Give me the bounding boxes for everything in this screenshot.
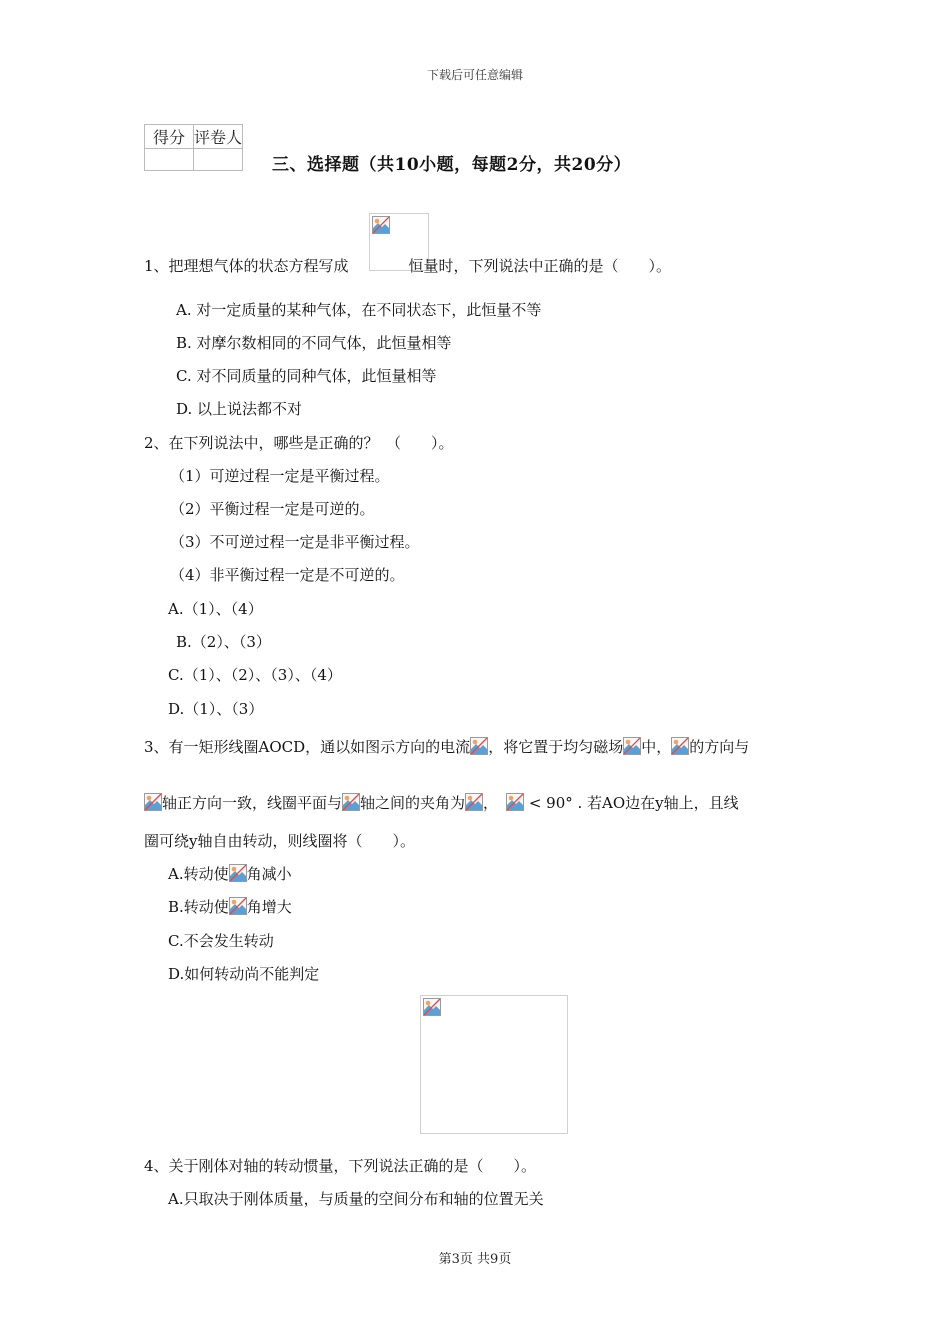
q2-stem: 2、在下列说法中，哪些是正确的？ （ ）。 xyxy=(144,434,454,452)
broken-image-icon xyxy=(623,737,641,755)
broken-image-icon xyxy=(465,793,483,811)
q3-line2-a: 轴正方向一致，线圈平面与 xyxy=(162,794,343,812)
q3-option-a-after: 角减小 xyxy=(246,865,292,883)
score-label: 得分 xyxy=(145,125,194,149)
q1-option-b: B. 对摩尔数相同的不同气体，此恒量相等 xyxy=(176,334,452,352)
q2-option-a: A.（1）、（4） xyxy=(168,600,263,618)
q3-line1-b: ，将它置于均匀磁场 xyxy=(488,738,624,756)
broken-image-icon xyxy=(423,998,441,1016)
q3-option-c: C.不会发生转动 xyxy=(168,932,274,950)
broken-image-icon xyxy=(342,793,360,811)
q4-option-a: A.只取决于刚体质量，与质量的空间分布和轴的位置无关 xyxy=(168,1190,544,1208)
score-table xyxy=(144,124,243,171)
q2-option-b: B.（2）、（3） xyxy=(176,633,271,651)
broken-image-icon xyxy=(229,897,247,915)
q2-option-d: D.（1）、（3） xyxy=(168,700,264,718)
broken-image-icon xyxy=(671,737,689,755)
q3-line-1 xyxy=(144,737,749,757)
q3-option-a xyxy=(168,864,292,884)
q1-stem-before: 1、把理想气体的状态方程写成 xyxy=(144,257,349,275)
q2-statement-4: （4）非平衡过程一定是不可逆的。 xyxy=(170,566,405,584)
broken-image-icon xyxy=(506,793,524,811)
q2-statement-3: （3）不可逆过程一定是非平衡过程。 xyxy=(170,533,420,551)
score-cell xyxy=(145,149,194,171)
broken-image-icon xyxy=(372,216,390,234)
q3-line2-b: 轴之间的夹角为 xyxy=(360,794,466,812)
q3-option-d: D.如何转动尚不能判定 xyxy=(168,965,320,983)
q3-option-a-before: A.转动使 xyxy=(168,865,229,883)
broken-image-icon xyxy=(229,864,247,882)
q1-stem-after: 恒量时，下列说法中正确的是（ ）。 xyxy=(408,257,672,275)
q4-stem: 4、关于刚体对轴的转动惯量，下列说法正确的是（ ）。 xyxy=(144,1157,537,1175)
page-header: 下载后可任意编辑 xyxy=(426,68,523,82)
grader-label: 评卷人 xyxy=(194,125,243,149)
q2-statement-1: （1）可逆过程一定是平衡过程。 xyxy=(170,467,390,485)
q2-statement-2: （2）平衡过程一定是可逆的。 xyxy=(170,500,375,518)
q3-option-b xyxy=(168,897,292,917)
q1-option-a: A. 对一定质量的某种气体，在不同状态下，此恒量不等 xyxy=(176,301,542,319)
q3-line1-a: 3、有一矩形线圈AOCD，通以如图示方向的电流 xyxy=(144,738,471,756)
q1-option-d: D. 以上说法都不对 xyxy=(176,400,303,418)
figure-image xyxy=(420,995,568,1134)
q3-option-b-after: 角增大 xyxy=(246,898,292,916)
q1-stem xyxy=(144,256,671,276)
q2-option-c: C.（1）、（2）、（3）、（4） xyxy=(168,666,342,684)
q3-line-3: 圈可绕y轴自由转动，则线圈将（ ）。 xyxy=(144,832,415,850)
grader-cell xyxy=(194,149,243,171)
q3-line1-c: 中， xyxy=(641,738,672,756)
broken-image-icon xyxy=(144,793,162,811)
q3-line2-c: ， xyxy=(483,794,499,812)
q1-option-c: C. 对不同质量的同种气体，此恒量相等 xyxy=(176,367,437,385)
page-footer: 第3页 共9页 xyxy=(438,1252,512,1267)
broken-image-icon xyxy=(470,737,488,755)
section-title: 三、选择题（共10小题，每题2分，共20分） xyxy=(272,155,632,175)
q3-line1-d: 的方向与 xyxy=(689,738,750,756)
q3-line2-d: < 90° . 若AO边在y轴上，且线 xyxy=(524,794,739,812)
q3-option-b-before: B.转动使 xyxy=(168,898,229,916)
q3-line-2 xyxy=(144,793,739,813)
